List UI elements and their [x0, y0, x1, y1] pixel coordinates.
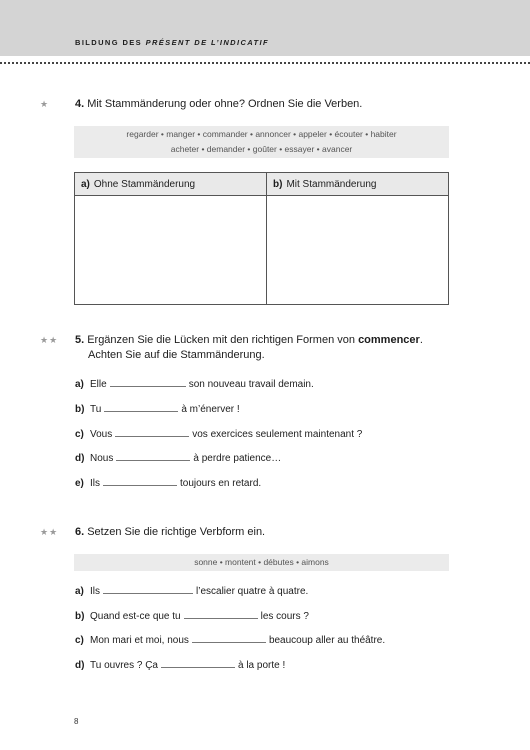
- ex6-item-a-before: Ils: [90, 586, 100, 597]
- column-b-answer-area[interactable]: [267, 196, 448, 303]
- section-title: [75, 38, 269, 47]
- ex6-item-a-label: a): [75, 586, 84, 597]
- ex5-item-a: [75, 377, 314, 392]
- ex6-item-b-before: Quand est-ce que tu: [90, 611, 181, 622]
- ex6-item-b-after: les cours ?: [260, 611, 309, 622]
- ex6-item-c-before: Mon mari et moi, nous: [90, 635, 189, 646]
- exercise-5-instruction-end: .: [419, 334, 423, 346]
- column-a-answer-area[interactable]: [75, 196, 266, 303]
- ex5-item-b-blank[interactable]: [104, 402, 178, 412]
- ex6-item-d-before: Tu ouvres ? Ça: [90, 660, 158, 671]
- ex5-item-c-blank[interactable]: [115, 427, 189, 437]
- column-b-header: [267, 173, 448, 196]
- section-title-italic: PRÉSENT DE L’INDICATIF: [145, 38, 270, 47]
- ex6-item-d-after: à la porte !: [238, 660, 286, 671]
- exercise-6-title: [75, 525, 265, 540]
- ex5-item-d-after: à perdre patience…: [193, 453, 282, 464]
- ex6-item-c-after: beaucoup aller au théâtre.: [268, 635, 386, 646]
- ex6-item-a: [75, 584, 308, 599]
- ex5-item-a-label: a): [75, 379, 84, 390]
- difficulty-stars-ex6: ★★: [40, 527, 59, 537]
- exercise-5-instruction: Ergänzen Sie die Lücken mit den richtigen Formen von: [87, 334, 359, 346]
- word-box-ex4-line2: acheter • demander • goûter • essayer • avancer: [170, 144, 353, 154]
- column-a-title: Ohne Stammänderung: [93, 179, 196, 190]
- ex5-item-c-after: vos exercices seulement maintenant ?: [192, 429, 363, 440]
- ex5-item-e-after: toujours en retard.: [180, 478, 262, 489]
- ex6-item-c-label: c): [75, 635, 84, 646]
- ex5-item-e-before: Ils: [90, 478, 100, 489]
- exercise-4-number: 4.: [75, 98, 85, 110]
- ex5-item-e-blank[interactable]: [103, 476, 177, 486]
- ex5-item-d-before: Nous: [90, 453, 114, 464]
- column-a-label: a): [81, 179, 90, 190]
- ex5-item-b-after: à m’énerver !: [181, 404, 240, 415]
- ex5-item-d-blank[interactable]: [116, 451, 190, 461]
- word-box-ex4: [74, 126, 449, 158]
- ex5-item-a-blank[interactable]: [110, 377, 186, 387]
- ex6-item-c-blank[interactable]: [192, 633, 266, 643]
- exercise-4-title: [75, 97, 362, 112]
- exercise-5-instruction-line2: Achten Sie auf die Stammänderung.: [88, 349, 265, 361]
- ex6-item-a-blank[interactable]: [103, 584, 193, 594]
- sorting-table: [74, 172, 449, 305]
- ex5-item-c: [75, 427, 362, 442]
- ex6-item-b-blank[interactable]: [184, 609, 258, 619]
- ex6-item-d-blank[interactable]: [161, 658, 235, 668]
- ex5-item-a-after: son nouveau travail demain.: [188, 379, 314, 390]
- exercise-5-title: [75, 333, 423, 363]
- ex5-item-e: [75, 476, 261, 491]
- exercise-6-instruction: Setzen Sie die richtige Verbform ein.: [87, 526, 266, 538]
- ex6-item-b-label: b): [75, 611, 85, 622]
- header-band: [0, 0, 530, 56]
- ex5-item-d: [75, 451, 281, 466]
- word-box-ex6-words: sonne • montent • débutes • aimons: [194, 557, 329, 567]
- ex5-item-a-before: Elle: [90, 379, 107, 390]
- ex6-item-d-label: d): [75, 660, 85, 671]
- dotted-divider: [0, 62, 530, 64]
- column-b-title: Mit Stammänderung: [286, 179, 377, 190]
- ex6-item-d: [75, 658, 285, 673]
- ex5-item-b: [75, 402, 240, 417]
- ex5-item-b-label: b): [75, 404, 85, 415]
- section-title-prefix: BILDUNG DES: [75, 38, 146, 47]
- column-a-header: [75, 173, 266, 196]
- difficulty-stars-ex5: ★★: [40, 335, 59, 345]
- ex6-item-c: [75, 633, 385, 648]
- ex6-item-b: [75, 609, 309, 624]
- exercise-5-verb: commencer: [358, 334, 420, 346]
- ex5-item-b-before: Tu: [90, 404, 102, 415]
- column-mit-stammaenderung: [267, 173, 448, 304]
- column-ohne-stammaenderung: [75, 173, 267, 304]
- ex5-item-e-label: e): [75, 478, 84, 489]
- ex5-item-c-before: Vous: [90, 429, 113, 440]
- column-b-label: b): [273, 179, 283, 190]
- ex5-item-d-label: d): [75, 453, 85, 464]
- page-number: 8: [74, 717, 79, 726]
- difficulty-stars-ex4: ★: [40, 99, 50, 109]
- word-box-ex4-line1: regarder • manger • commander • annoncer • appeler • écouter • habiter: [126, 129, 397, 139]
- exercise-4-instruction: Mit Stammänderung oder ohne? Ordnen Sie die Verben.: [87, 98, 363, 110]
- exercise-5-number: 5.: [75, 334, 85, 346]
- exercise-6-number: 6.: [75, 526, 85, 538]
- ex6-item-a-after: l’escalier quatre à quatre.: [196, 586, 309, 597]
- ex5-item-c-label: c): [75, 429, 84, 440]
- word-box-ex6: [74, 554, 449, 571]
